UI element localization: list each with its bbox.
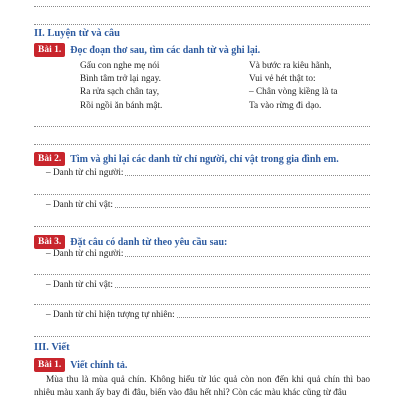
dictation-paragraph: Mùa thu là mùa quả chín. Không hiểu từ lúc quả còn non đến khi quả chín thì bao nhiêu màu xanh ấy bay đi đâu, biến vào đâu hết nhỉ? Còn các màu khác cũng từ đâu	[34, 375, 370, 398]
task-badge: Bài 1.	[34, 358, 65, 372]
task-badge: Bài 3.	[34, 235, 65, 249]
task-2-header	[34, 152, 339, 166]
answer-line[interactable]	[34, 336, 370, 337]
poem-line: Ta vào rừng đi dạo.	[249, 100, 322, 111]
field-label: – Danh từ chỉ người:	[46, 249, 124, 259]
poem-right-column	[249, 60, 338, 113]
poem-line: Vui vẻ hét thật to:	[249, 74, 316, 85]
field-label: – Danh từ chỉ hiện tượng tự nhiên:	[46, 310, 175, 320]
answer-field-things[interactable]	[46, 280, 370, 290]
task-instruction: Đọc đoạn thơ sau, tìm các danh từ và ghi lại.	[70, 44, 261, 56]
answer-line[interactable]	[34, 6, 370, 7]
section-title: II. Luyện từ và câu	[34, 28, 120, 39]
answer-blank[interactable]	[177, 317, 370, 318]
task-1-header	[34, 43, 260, 57]
task-badge: Bài 1.	[34, 43, 65, 57]
answer-line[interactable]	[34, 226, 370, 227]
answer-blank[interactable]	[115, 287, 370, 288]
poem-line: Và bước ra kiêu hãnh,	[249, 61, 332, 71]
answer-line[interactable]	[34, 24, 370, 25]
answer-field-people[interactable]	[46, 168, 370, 178]
answer-line[interactable]	[34, 274, 370, 275]
task-4-header	[34, 358, 127, 372]
answer-line[interactable]	[34, 126, 370, 127]
field-label: – Danh từ chỉ vật:	[46, 200, 114, 210]
poem-line: Bình tâm trở lại ngay.	[80, 74, 161, 85]
section-title: III. Viết	[34, 342, 70, 353]
answer-field-people[interactable]	[46, 249, 370, 259]
task-badge: Bài 2.	[34, 152, 65, 166]
field-label: – Danh từ chỉ vật:	[46, 280, 114, 290]
answer-blank[interactable]	[125, 256, 370, 257]
answer-blank[interactable]	[115, 207, 370, 208]
field-label: – Danh từ chỉ người:	[46, 168, 124, 178]
answer-line[interactable]	[34, 304, 370, 305]
task-instruction: Viết chính tả.	[70, 359, 128, 371]
poem-line: Rồi ngồi ăn bánh mật.	[80, 100, 163, 111]
answer-line[interactable]	[34, 194, 370, 195]
poem-line: Gấu con nghe mẹ nói	[80, 61, 160, 71]
task-3-header	[34, 235, 227, 249]
task-instruction: Đặt câu có danh từ theo yêu cầu sau:	[70, 236, 228, 248]
answer-line[interactable]	[34, 144, 370, 145]
answer-field-nature[interactable]	[46, 310, 370, 320]
poem-line: Ra rửa sạch chân tay,	[80, 87, 160, 98]
poem-line: – Chân vòng kiềng là ta	[249, 87, 338, 98]
answer-field-things[interactable]	[46, 200, 370, 210]
poem-left-column	[80, 60, 162, 113]
task-instruction: Tìm và ghi lại các danh từ chỉ người, chỉ vật trong gia đình em.	[70, 153, 339, 165]
answer-blank[interactable]	[125, 175, 370, 176]
